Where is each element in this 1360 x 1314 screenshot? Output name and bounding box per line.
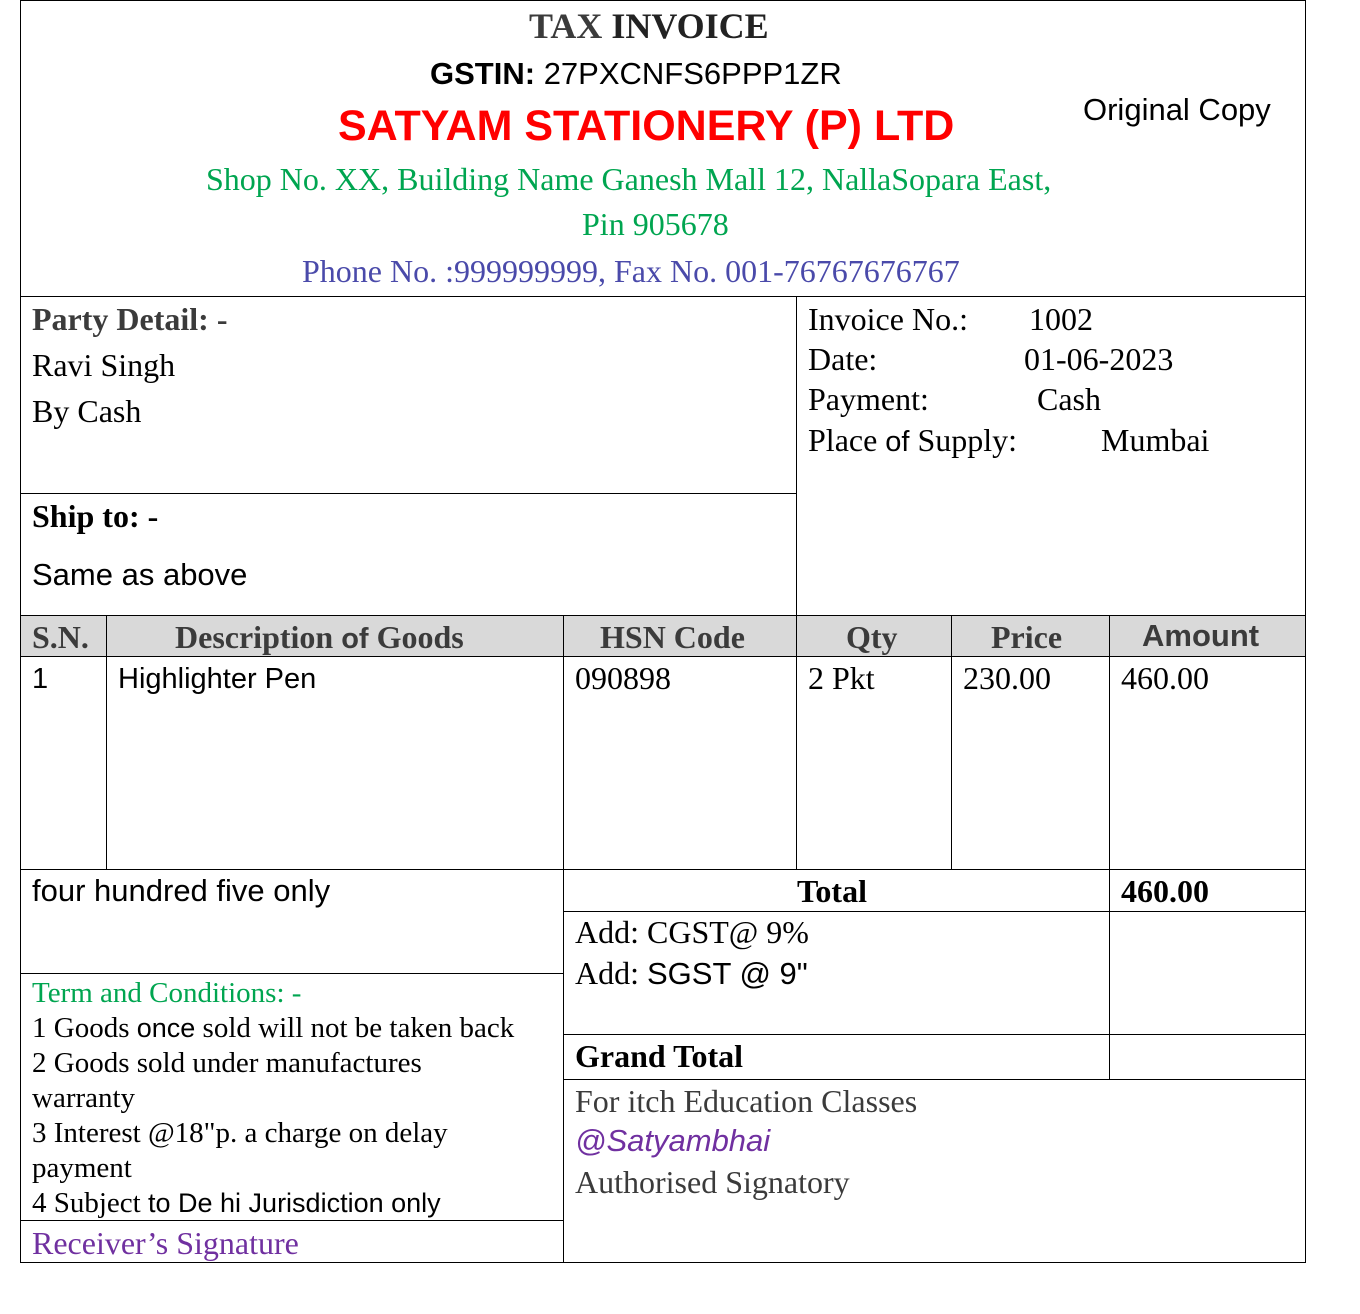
invoice-no-label: Invoice No.: <box>808 301 968 337</box>
divider <box>20 869 1306 870</box>
divider <box>563 1079 1306 1080</box>
divider <box>951 615 952 870</box>
date-label: Date: <box>808 341 878 377</box>
divider <box>20 973 564 974</box>
party-detail-heading <box>32 300 227 338</box>
invoice-title-part2: INVOICE <box>611 6 769 46</box>
col-header-description <box>175 618 464 658</box>
col-header-hsn: HSN Code <box>600 619 745 655</box>
cgst-label: Add: CGST@ 9% <box>575 914 809 950</box>
divider <box>563 911 1306 912</box>
divider <box>1305 0 1306 1263</box>
divider <box>20 1220 564 1221</box>
terms-line-2a: 2 Goods sold under manufactures <box>32 1047 422 1079</box>
divider <box>106 615 107 870</box>
total-label: Total <box>797 873 867 909</box>
sgst-label-a: Add: <box>575 955 647 991</box>
sgst-label-b: SGST @ 9" <box>647 956 808 991</box>
row-description: Highlighter Pen <box>118 663 317 695</box>
row-hsn: 090898 <box>575 660 671 696</box>
place-label-a: Place <box>808 422 886 458</box>
terms-line-1b: once <box>136 1013 196 1043</box>
place-label-c: Supply: <box>909 422 1018 458</box>
ship-to-heading <box>32 497 158 535</box>
address-line-1: Shop No. XX, Building Name Ganesh Mall 12, NallaSopara East, <box>206 161 1052 197</box>
invoice-no-value: 1002 <box>1029 301 1093 337</box>
copy-label: Original Copy <box>1083 92 1271 127</box>
gstin-value: 27PXCNFS6PPP1ZR <box>543 56 842 91</box>
terms-line-3b: payment <box>32 1152 132 1184</box>
terms-line-1 <box>32 1011 514 1045</box>
row-amount: 460.00 <box>1121 660 1209 696</box>
amount-in-words: four hundred five only <box>32 873 331 908</box>
terms-line-1a: 1 Goods <box>32 1012 137 1044</box>
grand-total-label: Grand Total <box>575 1038 744 1074</box>
row-price: 230.00 <box>963 660 1051 696</box>
signature-handle: @Satyambhai <box>575 1123 771 1158</box>
sgst-label <box>575 954 808 993</box>
contact-line: Phone No. :999999999, Fax No. 001-76767676767 <box>302 253 960 289</box>
payment-label: Payment: <box>808 381 929 417</box>
divider <box>563 615 564 1263</box>
divider <box>20 615 1306 616</box>
row-sn: 1 <box>32 663 49 695</box>
terms-line-4 <box>32 1186 441 1220</box>
payment-value: Cash <box>1037 381 1101 417</box>
total-value: 460.00 <box>1121 873 1209 909</box>
col-header-price: Price <box>991 619 1063 655</box>
for-company-line: For itch Education Classes <box>575 1083 918 1119</box>
party-detail-label: Party Detail: <box>32 301 209 337</box>
terms-line-1c: sold will not be taken back <box>195 1012 515 1044</box>
divider <box>20 0 1306 1</box>
place-of-supply-label <box>808 421 1017 461</box>
place-of-supply-value: Mumbai <box>1101 422 1210 458</box>
party-payment-mode: By Cash <box>32 393 142 429</box>
party-name: Ravi Singh <box>32 347 176 383</box>
terms-title: Term and Conditions: - <box>32 977 302 1009</box>
ship-to-label: Ship to: <box>32 498 140 534</box>
col-header-amount: Amount <box>1142 618 1260 653</box>
place-label-b: of <box>885 426 910 458</box>
invoice-title <box>529 6 769 46</box>
desc-header-c: Goods <box>368 619 464 655</box>
divider <box>20 0 21 1263</box>
party-detail-dash: - <box>216 301 228 337</box>
divider <box>20 493 797 494</box>
divider <box>563 1034 1306 1035</box>
company-name: SATYAM STATIONERY (P) LTD <box>338 102 955 150</box>
terms-line-4a: 4 Subject <box>32 1187 148 1219</box>
ship-to-dash: - <box>147 498 159 534</box>
terms-line-2b: warranty <box>32 1082 136 1114</box>
desc-header-a: Description <box>175 619 342 655</box>
authorised-signatory: Authorised Signatory <box>575 1164 850 1200</box>
address-line-2: Pin 905678 <box>582 206 729 242</box>
divider <box>1109 615 1110 1080</box>
date-value: 01-06-2023 <box>1024 341 1174 377</box>
ship-to-value: Same as above <box>32 557 248 592</box>
invoice-title-part1: TAX <box>529 6 603 46</box>
row-qty: 2 Pkt <box>808 660 875 696</box>
desc-header-b: of <box>341 623 369 655</box>
gstin-label: GSTIN: <box>430 56 536 91</box>
divider <box>20 1262 1306 1263</box>
divider <box>796 296 797 870</box>
terms-line-3a: 3 Interest @18"p. a charge on delay <box>32 1117 448 1149</box>
terms-line-4b: to De hi Jurisdiction only <box>148 1188 441 1218</box>
col-header-qty: Qty <box>846 619 898 655</box>
divider <box>20 296 1306 297</box>
col-header-sn: S.N. <box>32 619 89 655</box>
receiver-signature: Receiver’s Signature <box>32 1225 299 1261</box>
gstin <box>430 56 842 92</box>
